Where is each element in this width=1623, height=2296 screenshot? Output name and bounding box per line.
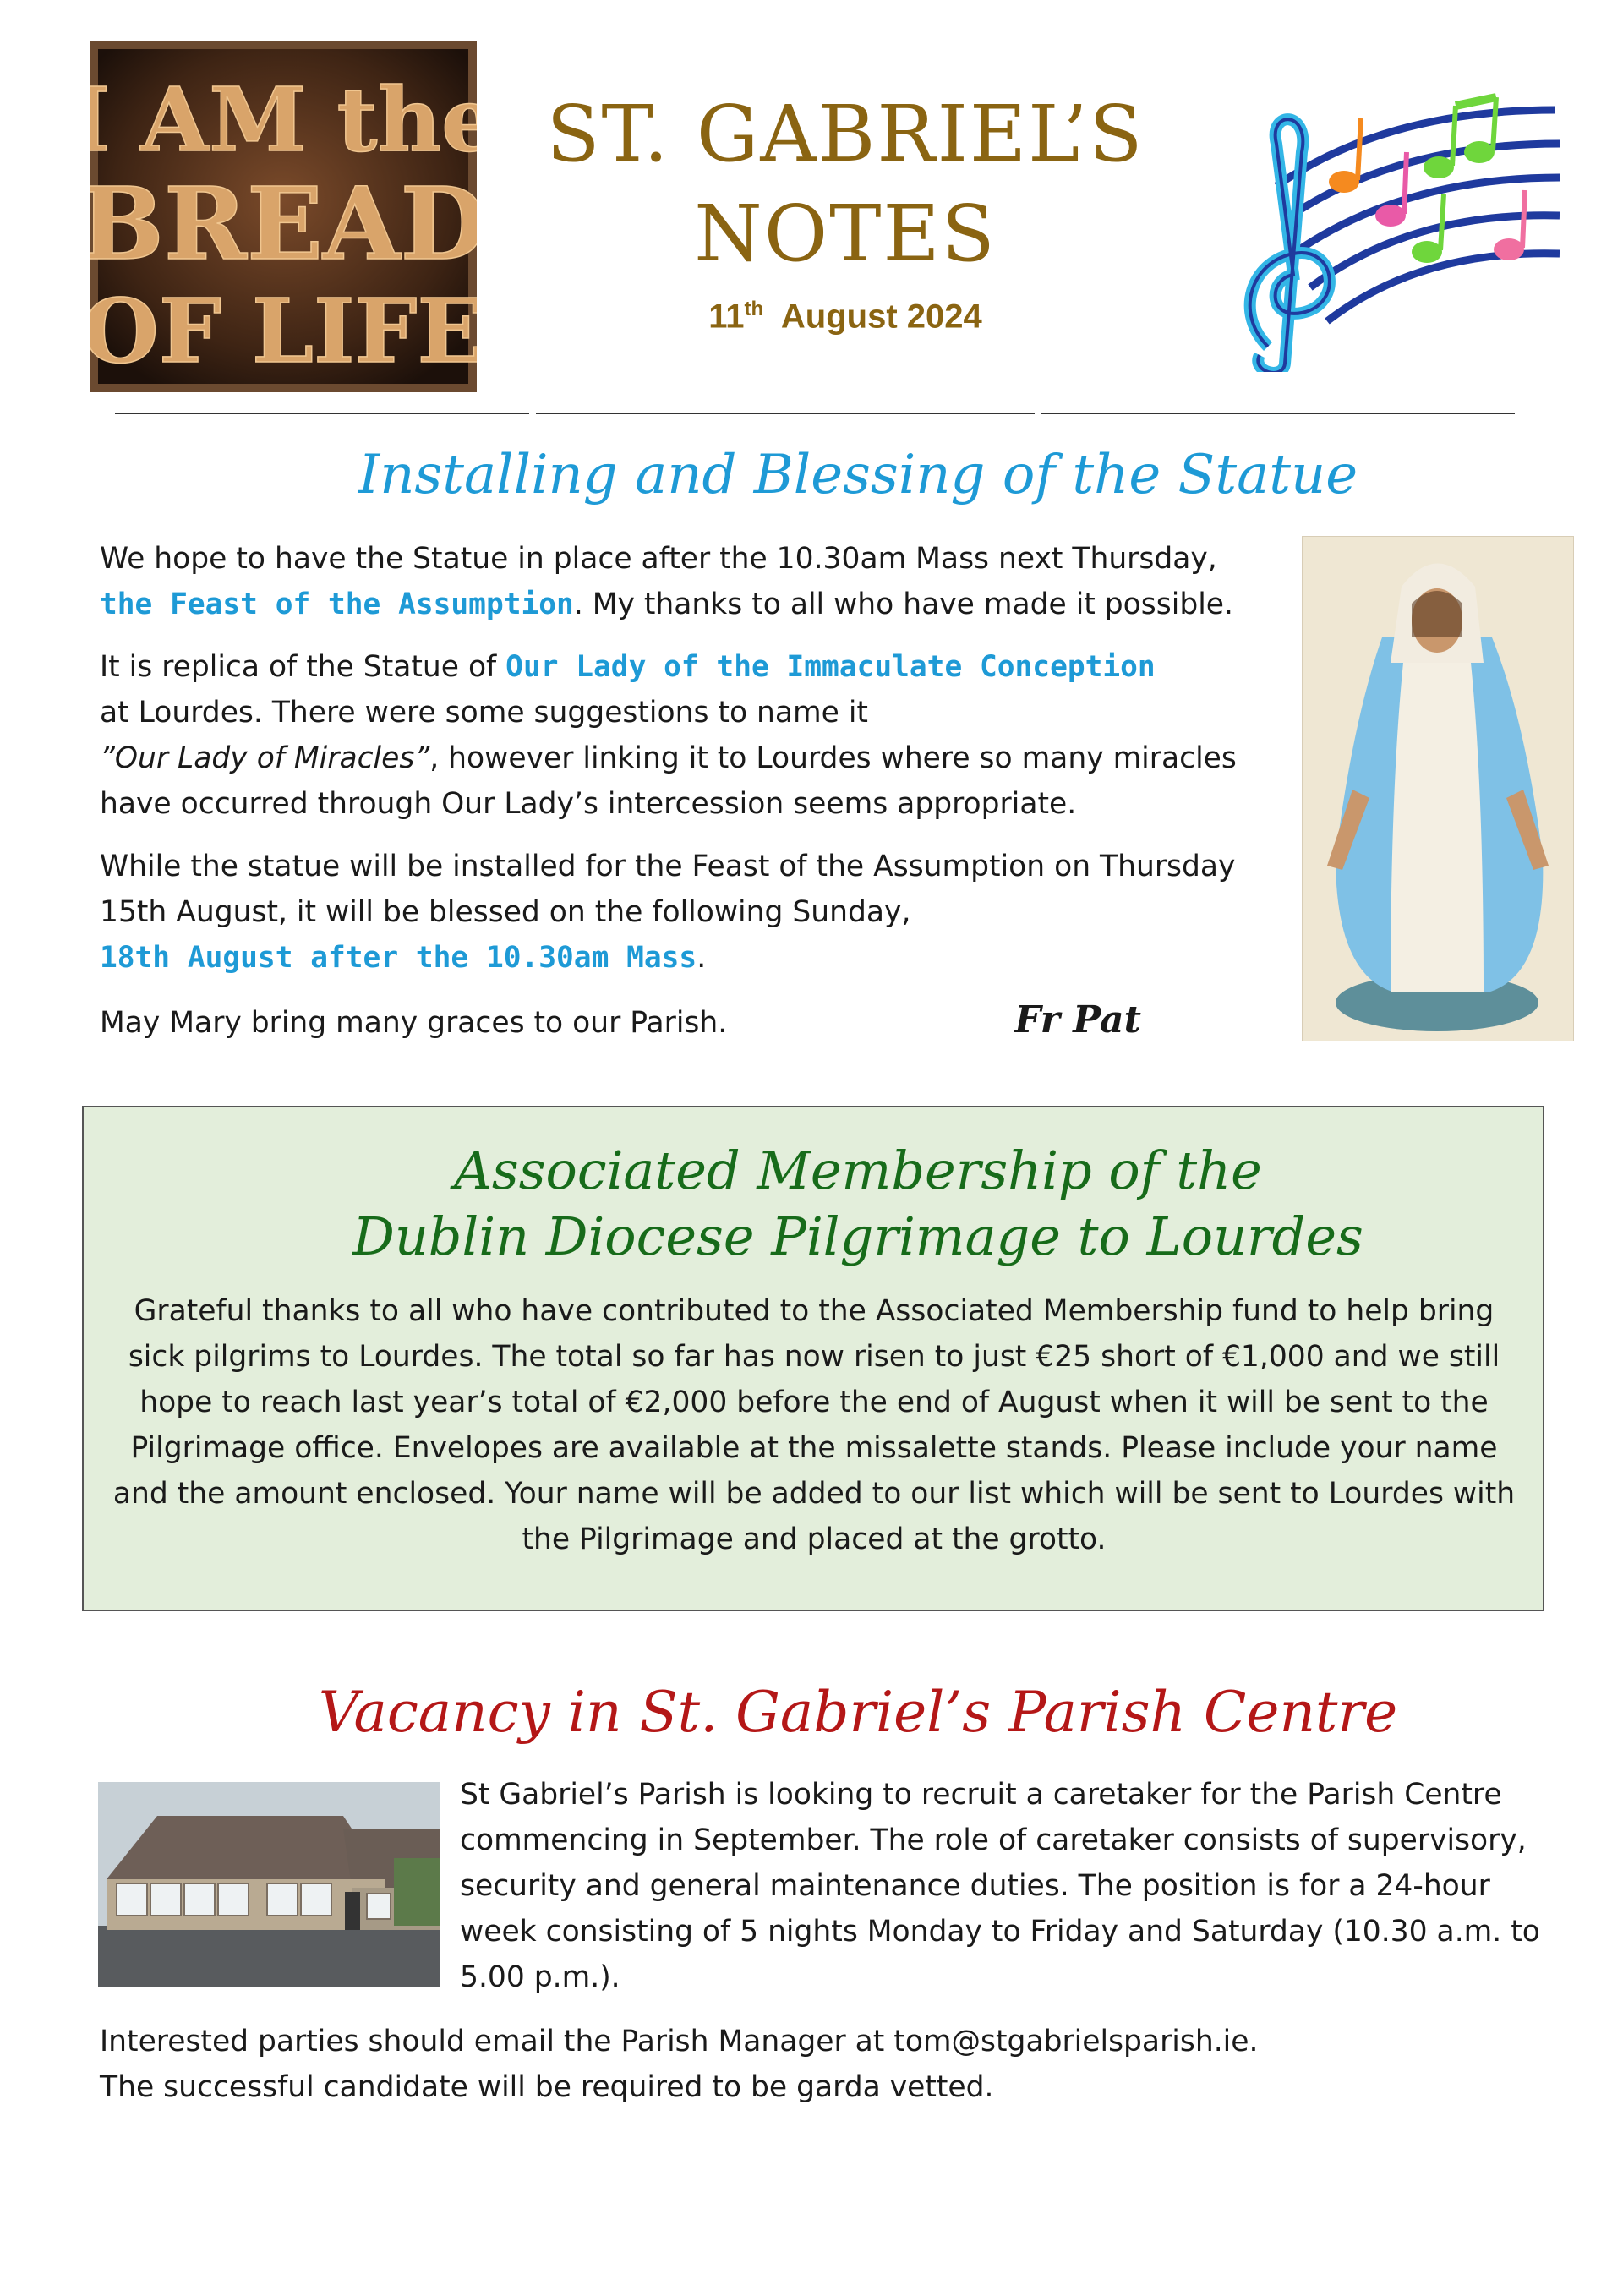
lourdes-heading-line-1: Associated Membership of the [454, 1140, 1262, 1201]
parish-centre-image [98, 1782, 440, 1987]
vacancy-contact [100, 2019, 1587, 2110]
signature: Fr Pat [1014, 998, 1141, 1041]
statue-para-3 [100, 844, 1300, 981]
statue-para-3-end: . [697, 941, 707, 975]
bread-of-life-logo [90, 41, 477, 392]
statue-para-2-cont: at Lourdes. There were some suggestions to name it [100, 696, 868, 730]
statue-para-2-text: It is replica of the Statue of [100, 650, 506, 684]
our-lady-highlight: Our Lady of the Immaculate Conception [505, 650, 1156, 684]
newsletter-title [473, 85, 1217, 284]
logo-line-2: BREAD [90, 165, 477, 282]
vacancy-heading: Vacancy in St. Gabriel’s Parish Centre [318, 1680, 1398, 1745]
statue-para-3-text: While the statue will be installed for the Feast of the Assumption on Thursday 15th August, it will be blessed on the following Sunday, [100, 850, 1236, 929]
date-day: 11 [708, 298, 745, 336]
header-divider-center [536, 413, 1035, 414]
statue-heading: Installing and Blessing of the Statue [358, 444, 1358, 506]
contact-line: Interested parties should email the Parish Manager at tom@stgabrielsparish.ie. [100, 2025, 1259, 2058]
lourdes-text: Grateful thanks to all who have contributed to the Associated Membership fund to help bring sick pilgrims to Lourdes. The total so far has now risen to just €25 short of €1,000 and we still hope to reach last year’s total of €2,000 before the end of August when it will be sent to the Pilgrimage office. Envelopes are available at the missalette stands. Please include your name and the amount enclosed. Your name will be added to our list which will be sent to Lourdes with the Pilgrimage and placed at the grotto. [112, 1294, 1516, 1556]
vacancy-text: St Gabriel’s Parish is looking to recruit a caretaker for the Parish Centre commencing in September. The role of caretaker consists of supervisory, security and general maintenance duties. The position is for a 24-hour week consisting of 5 nights Monday to Friday and Saturday (10.30 a.m. to 5.00 p.m.). [460, 1778, 1540, 1994]
statue-para-1-end: . My thanks to all who have made it possible. [573, 588, 1234, 621]
music-notes-image [1217, 93, 1572, 372]
statue-image [1302, 536, 1574, 1041]
lourdes-heading [85, 1138, 1623, 1270]
statue-text [100, 536, 1300, 1063]
header-divider-right [1041, 413, 1515, 414]
date-rest: August 2024 [780, 298, 982, 336]
issue-date [473, 298, 1217, 336]
statue-para-1 [100, 536, 1300, 627]
logo-line-1: I AM the [90, 68, 477, 172]
title-line-2: NOTES [694, 189, 997, 279]
title-line-1: ST. GABRIEL’S [546, 89, 1145, 179]
statue-para-4 [100, 998, 1300, 1046]
lourdes-heading-line-2: Dublin Diocese Pilgrimage to Lourdes [352, 1205, 1363, 1267]
miracles-name: ”Our Lady of Miracles” [100, 741, 430, 775]
header-divider-left [115, 413, 529, 414]
feast-highlight: the Feast of the Assumption [100, 588, 574, 621]
logo-line-3: OF LIFE [90, 279, 477, 383]
blessing-date-highlight: 18th August after the 10.30am Mass [100, 941, 697, 975]
statue-para-2-end: , however linking it to Lourdes where so many miracles have occurred through Our Lady’s intercession seems appropriate. [100, 741, 1237, 821]
closing-line: May Mary bring many graces to our Parish. [100, 1006, 728, 1040]
statue-para-1-text: We hope to have the Statue in place after the 10.30am Mass next Thursday, [100, 542, 1217, 576]
statue-para-2 [100, 644, 1300, 827]
date-suffix: th [744, 298, 764, 320]
vetting-line: The successful candidate will be required to be garda vetted. [100, 2070, 994, 2104]
